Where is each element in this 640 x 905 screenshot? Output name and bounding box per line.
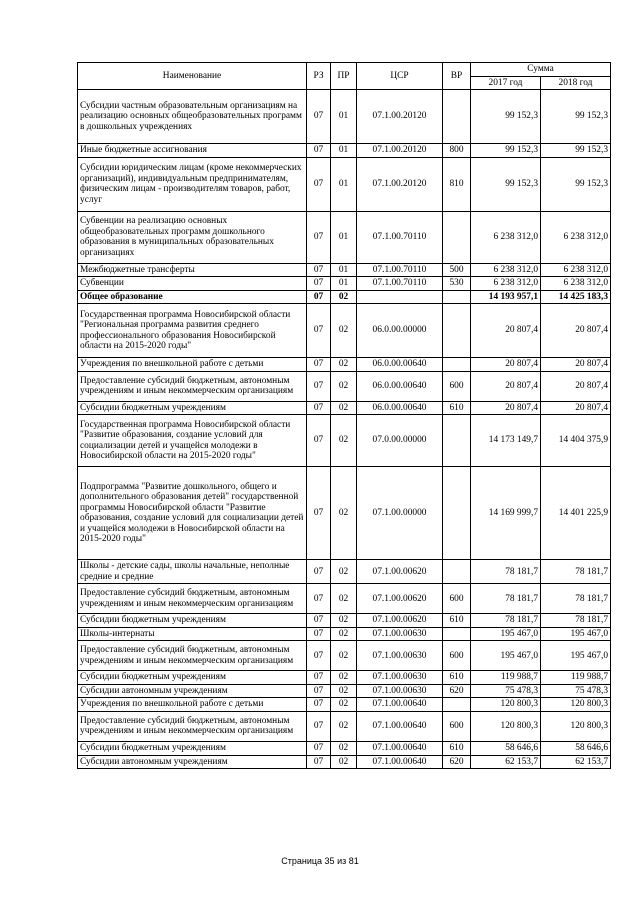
row-rz: 07	[307, 277, 331, 291]
row-vr: 600	[443, 711, 471, 741]
row-vr	[443, 698, 471, 712]
table-header	[78, 63, 611, 90]
row-sum-2017: 78 181,7	[471, 614, 541, 628]
page-total: 81	[348, 856, 359, 866]
row-rz: 07	[307, 641, 331, 671]
row-vr	[443, 211, 471, 263]
table-row	[78, 358, 611, 372]
row-rz: 07	[307, 371, 331, 401]
row-sum-2017: 6 238 312,0	[471, 263, 541, 277]
row-name: Субсидии автономным учреждениям	[78, 755, 307, 769]
budget-table	[77, 62, 611, 769]
row-sum-2018: 6 238 312,0	[541, 211, 611, 263]
row-vr: 610	[443, 401, 471, 415]
row-sum-2017: 99 152,3	[471, 90, 541, 144]
row-csr: 06.0.00.00640	[357, 371, 443, 401]
row-rz: 07	[307, 157, 331, 211]
row-pr: 02	[331, 614, 357, 628]
row-vr: 610	[443, 671, 471, 685]
row-name: Субвенции	[78, 277, 307, 291]
row-name: Субсидии юридическим лицам (кроме некоммерческих организаций), индивидуальным предпринимателям, физическим лицам - производителям товаров, работ, услуг	[78, 157, 307, 211]
table-row	[78, 371, 611, 401]
row-pr: 02	[331, 290, 357, 304]
row-name: Субсидии автономным учреждениям	[78, 684, 307, 698]
row-pr: 01	[331, 144, 357, 158]
row-csr: 07.1.00.20120	[357, 144, 443, 158]
row-sum-2017: 75 478,3	[471, 684, 541, 698]
row-sum-2017: 14 193 957,1	[471, 290, 541, 304]
row-sum-2017: 6 238 312,0	[471, 277, 541, 291]
row-vr	[443, 415, 471, 467]
row-rz: 07	[307, 755, 331, 769]
row-csr: 07.1.00.00630	[357, 684, 443, 698]
row-rz: 07	[307, 358, 331, 372]
row-csr: 07.1.00.20120	[357, 90, 443, 144]
row-rz: 07	[307, 627, 331, 641]
table-row	[78, 671, 611, 685]
row-csr: 07.1.00.00620	[357, 614, 443, 628]
row-vr: 610	[443, 741, 471, 755]
header-csr: ЦСР	[357, 63, 443, 90]
row-rz: 07	[307, 560, 331, 584]
row-sum-2018: 120 800,3	[541, 711, 611, 741]
table-row	[78, 144, 611, 158]
row-pr: 01	[331, 277, 357, 291]
row-rz: 07	[307, 711, 331, 741]
row-sum-2017: 120 800,3	[471, 711, 541, 741]
row-sum-2018: 20 807,4	[541, 304, 611, 358]
row-name: Учреждения по внешкольной работе с детьми	[78, 698, 307, 712]
row-sum-2017: 78 181,7	[471, 584, 541, 614]
row-csr: 07.1.00.00630	[357, 671, 443, 685]
row-sum-2018: 78 181,7	[541, 614, 611, 628]
row-sum-2018: 20 807,4	[541, 401, 611, 415]
table-row	[78, 560, 611, 584]
table-row	[78, 157, 611, 211]
row-rz: 07	[307, 467, 331, 560]
row-sum-2018: 78 181,7	[541, 584, 611, 614]
row-sum-2018: 75 478,3	[541, 684, 611, 698]
row-vr	[443, 467, 471, 560]
row-sum-2017: 78 181,7	[471, 560, 541, 584]
table-row	[78, 711, 611, 741]
row-csr: 07.1.00.70110	[357, 277, 443, 291]
row-csr: 07.1.00.00630	[357, 627, 443, 641]
row-vr: 810	[443, 157, 471, 211]
row-name: Предоставление субсидий бюджетным, автономным учреждениям и иным некоммерческим организациям	[78, 641, 307, 671]
row-rz: 07	[307, 671, 331, 685]
row-pr: 01	[331, 211, 357, 263]
row-sum-2017: 62 153,7	[471, 755, 541, 769]
row-rz: 07	[307, 211, 331, 263]
row-sum-2018: 6 238 312,0	[541, 263, 611, 277]
row-sum-2018: 6 238 312,0	[541, 277, 611, 291]
row-pr: 02	[331, 415, 357, 467]
table-row	[78, 627, 611, 641]
row-name: Субсидии бюджетным учреждениям	[78, 401, 307, 415]
row-pr: 02	[331, 304, 357, 358]
row-sum-2017: 20 807,4	[471, 304, 541, 358]
header-2018: 2018 год	[541, 76, 611, 90]
row-vr: 610	[443, 614, 471, 628]
row-sum-2017: 20 807,4	[471, 358, 541, 372]
row-vr: 620	[443, 755, 471, 769]
row-csr: 07.1.00.00630	[357, 641, 443, 671]
row-sum-2017: 20 807,4	[471, 371, 541, 401]
row-rz: 07	[307, 684, 331, 698]
row-csr: 07.0.00.00000	[357, 415, 443, 467]
row-pr: 02	[331, 560, 357, 584]
row-name: Подпрограмма "Развитие дошкольного, общего и дополнительного образования детей" государственной программы Новосибирской области "Развитие образования, создание условий для социализации детей и учащейся молодежи в Новосибирской области на 2015-2020 годы"	[78, 467, 307, 560]
row-csr: 07.1.00.00620	[357, 560, 443, 584]
row-sum-2017: 14 173 149,7	[471, 415, 541, 467]
row-vr: 600	[443, 641, 471, 671]
table-row	[78, 290, 611, 304]
row-pr: 02	[331, 698, 357, 712]
row-sum-2018: 99 152,3	[541, 144, 611, 158]
row-sum-2018: 14 404 375,9	[541, 415, 611, 467]
row-vr	[443, 304, 471, 358]
table-row	[78, 641, 611, 671]
row-sum-2018: 62 153,7	[541, 755, 611, 769]
row-sum-2018: 58 646,6	[541, 741, 611, 755]
table-row	[78, 277, 611, 291]
row-sum-2017: 195 467,0	[471, 641, 541, 671]
row-sum-2017: 14 169 999,7	[471, 467, 541, 560]
row-csr: 07.1.00.00640	[357, 698, 443, 712]
row-sum-2018: 14 401 225,9	[541, 467, 611, 560]
table-row	[78, 211, 611, 263]
row-rz: 07	[307, 415, 331, 467]
row-vr: 800	[443, 144, 471, 158]
row-rz: 07	[307, 263, 331, 277]
header-name: Наименование	[78, 63, 307, 90]
row-pr: 02	[331, 684, 357, 698]
page-footer	[0, 856, 640, 866]
row-name: Субсидии бюджетным учреждениям	[78, 741, 307, 755]
row-sum-2017: 119 988,7	[471, 671, 541, 685]
row-csr: 07.1.00.20120	[357, 157, 443, 211]
header-rz: РЗ	[307, 63, 331, 90]
row-csr	[357, 290, 443, 304]
row-pr: 02	[331, 711, 357, 741]
row-vr: 600	[443, 584, 471, 614]
row-pr: 02	[331, 627, 357, 641]
row-csr: 07.1.00.00620	[357, 584, 443, 614]
row-pr: 02	[331, 755, 357, 769]
table-row	[78, 584, 611, 614]
row-rz: 07	[307, 584, 331, 614]
row-csr: 07.1.00.00000	[357, 467, 443, 560]
row-name: Общее образование	[78, 290, 307, 304]
table-row	[78, 698, 611, 712]
row-sum-2018: 99 152,3	[541, 157, 611, 211]
row-sum-2017: 99 152,3	[471, 157, 541, 211]
row-pr: 02	[331, 741, 357, 755]
table-row	[78, 467, 611, 560]
row-name: Субсидии бюджетным учреждениям	[78, 614, 307, 628]
table-row	[78, 755, 611, 769]
row-sum-2018: 78 181,7	[541, 560, 611, 584]
header-2017: 2017 год	[471, 76, 541, 90]
row-vr	[443, 560, 471, 584]
row-pr: 02	[331, 467, 357, 560]
row-pr: 02	[331, 371, 357, 401]
header-vr: ВР	[443, 63, 471, 90]
header-pr: ПР	[331, 63, 357, 90]
row-vr: 600	[443, 371, 471, 401]
row-vr	[443, 358, 471, 372]
row-name: Государственная программа Новосибирской области "Развитие образования, создание условий для социализации детей и учащейся молодежи в Новосибирской области на 2015-2020 годы"	[78, 415, 307, 467]
row-sum-2017: 195 467,0	[471, 627, 541, 641]
row-pr: 02	[331, 401, 357, 415]
row-name: Учреждения по внешкольной работе с детьми	[78, 358, 307, 372]
row-name: Субсидии частным образовательным организациям на реализацию основных общеобразовательных программ в дошкольных учреждениях	[78, 90, 307, 144]
row-rz: 07	[307, 90, 331, 144]
row-name: Субсидии бюджетным учреждениям	[78, 671, 307, 685]
row-sum-2018: 119 988,7	[541, 671, 611, 685]
row-pr: 02	[331, 671, 357, 685]
row-sum-2017: 20 807,4	[471, 401, 541, 415]
row-pr: 02	[331, 641, 357, 671]
row-vr	[443, 290, 471, 304]
row-csr: 07.1.00.70110	[357, 211, 443, 263]
row-sum-2018: 20 807,4	[541, 371, 611, 401]
row-name: Школы-интернаты	[78, 627, 307, 641]
row-csr: 07.1.00.00640	[357, 755, 443, 769]
row-name: Субвенции на реализацию основных общеобразовательных программ дошкольного образования в муниципальных образовательных организациях	[78, 211, 307, 263]
row-name: Предоставление субсидий бюджетным, автономным учреждениям и иным некоммерческим организациям	[78, 584, 307, 614]
row-name: Межбюджетные трансферты	[78, 263, 307, 277]
row-rz: 07	[307, 741, 331, 755]
row-name: Предоставление субсидий бюджетным, автономным учреждениям и иным некоммерческим организациям	[78, 711, 307, 741]
row-vr	[443, 90, 471, 144]
table-row	[78, 684, 611, 698]
row-sum-2017: 120 800,3	[471, 698, 541, 712]
table-row	[78, 614, 611, 628]
row-rz: 07	[307, 144, 331, 158]
row-csr: 07.1.00.70110	[357, 263, 443, 277]
row-rz: 07	[307, 290, 331, 304]
table-row	[78, 741, 611, 755]
row-csr: 07.1.00.00640	[357, 711, 443, 741]
row-vr	[443, 627, 471, 641]
row-sum-2017: 58 646,6	[471, 741, 541, 755]
page-separator: из	[337, 856, 347, 866]
row-name: Школы - детские сады, школы начальные, неполные средние и средние	[78, 560, 307, 584]
row-name: Иные бюджетные ассигнования	[78, 144, 307, 158]
row-vr: 620	[443, 684, 471, 698]
row-rz: 07	[307, 614, 331, 628]
row-name: Предоставление субсидий бюджетным, автономным учреждениям и иным некоммерческим организациям	[78, 371, 307, 401]
row-sum-2018: 120 800,3	[541, 698, 611, 712]
row-csr: 06.0.00.00000	[357, 304, 443, 358]
row-sum-2018: 14 425 183,3	[541, 290, 611, 304]
row-csr: 07.1.00.00640	[357, 741, 443, 755]
table-row	[78, 90, 611, 144]
page-current: 35	[324, 856, 335, 866]
row-sum-2018: 20 807,4	[541, 358, 611, 372]
row-rz: 07	[307, 401, 331, 415]
row-rz: 07	[307, 304, 331, 358]
row-sum-2018: 195 467,0	[541, 627, 611, 641]
row-sum-2017: 6 238 312,0	[471, 211, 541, 263]
table-body	[78, 90, 611, 769]
row-name: Государственная программа Новосибирской области "Региональная программа развития среднего профессионального образования Новосибирской области на 2015-2020 годы"	[78, 304, 307, 358]
row-sum-2017: 99 152,3	[471, 144, 541, 158]
table-row	[78, 401, 611, 415]
row-sum-2018: 195 467,0	[541, 641, 611, 671]
header-sum: Сумма	[471, 63, 611, 77]
row-vr: 500	[443, 263, 471, 277]
table-row	[78, 415, 611, 467]
row-pr: 02	[331, 584, 357, 614]
row-rz: 07	[307, 698, 331, 712]
row-csr: 06.0.00.00640	[357, 401, 443, 415]
row-pr: 01	[331, 263, 357, 277]
row-sum-2018: 99 152,3	[541, 90, 611, 144]
table-row	[78, 304, 611, 358]
row-csr: 06.0.00.00640	[357, 358, 443, 372]
page-label: Страница	[281, 856, 323, 866]
row-pr: 02	[331, 358, 357, 372]
row-pr: 01	[331, 157, 357, 211]
table-row	[78, 263, 611, 277]
row-vr: 530	[443, 277, 471, 291]
row-pr: 01	[331, 90, 357, 144]
